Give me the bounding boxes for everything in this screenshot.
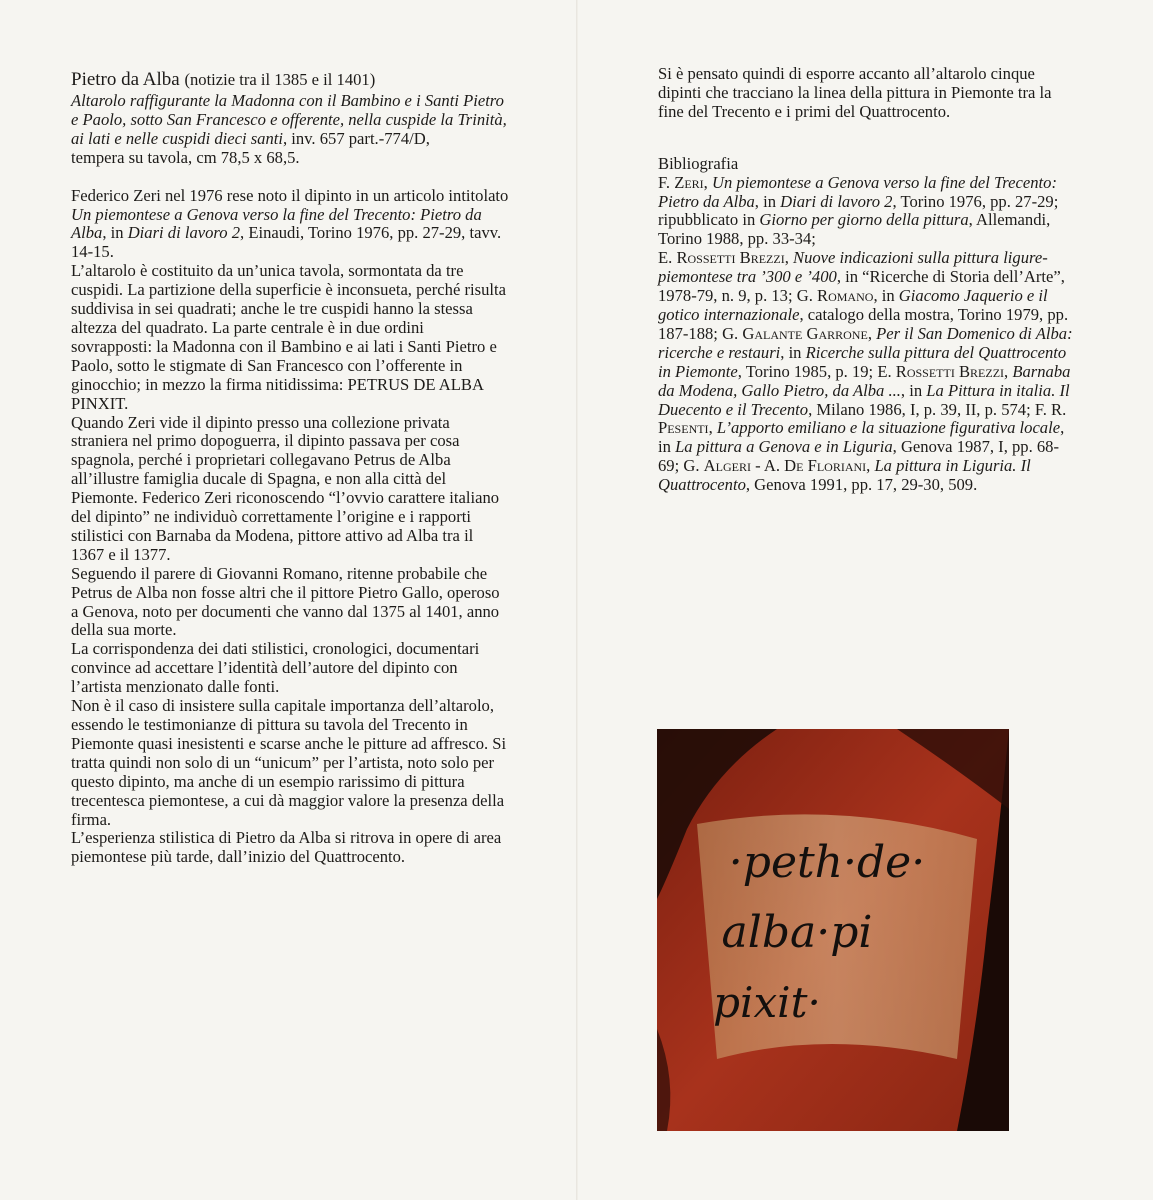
right-column	[658, 65, 1078, 495]
artist-dates: (notizie tra il 1385 e il 1401)	[184, 70, 376, 89]
bib-author: Romano	[817, 286, 874, 306]
inscription-line-3: pixit·	[713, 978, 821, 1027]
bib-part: , Milano 1986, I, p. 39, II, p. 574; F. R.	[808, 399, 1067, 419]
bib-part: , in	[658, 418, 1065, 457]
bib-part: , Genova 1987, I, pp. 68-69; G.	[658, 437, 1060, 476]
bib-part: ,	[784, 248, 794, 268]
page-fold	[576, 0, 578, 1200]
bibliography-text	[658, 174, 1078, 495]
bib-part: F.	[658, 172, 675, 192]
bib-part: ,	[867, 323, 877, 343]
paragraph-3: Quando Zeri vide il dipinto presso una collezione privata straniera nel primo dopoguerra, il dipinto passava per cosa spagnola, perché i proprietari collegavano Petrus de Alba all’illustre famiglia ducale di Spagna, e non alla città del Piemonte. Federico Zeri riconoscendo “l’ovvio carattere italiano del dipinto” ne individuò correttamente l’origine e i rapporti stilistici con Barnaba da Modena, pittore attivo ad Alba tra il 1367 e il 1377.	[71, 412, 500, 564]
bib-part: , in	[900, 380, 927, 400]
bib-author: Zeri	[674, 172, 704, 192]
paragraph-7: L’esperienza stilistica di Pietro da Alba si ritrova in opere di area piemontese più tarde, dall’inizio del Quattrocento.	[71, 828, 502, 867]
painting-detail	[657, 729, 1009, 1131]
bib-title: Barnaba da Modena, Gallo Pietro, da Alba ...	[658, 361, 1071, 400]
artist-name: Pietro da Alba	[71, 69, 180, 90]
p1-article-title: Un piemontese a Genova verso la fine del Trecento: Pietro da Alba	[71, 204, 482, 243]
bib-part: , Torino 1985, p. 19; E.	[737, 361, 896, 381]
p1-text-a: Federico Zeri nel 1976 rese noto il dipinto in un articolo intitolato	[71, 185, 509, 205]
paragraph-6: Non è il caso di insistere sulla capitale importanza dell’altarolo, essendo le testimonianze di pittura su tavola del Trecento in Piemonte quasi inesistenti e scarse anche le pitture ad affresco. Si tratta quindi non solo di un “unicum” per l’artista, noto solo per questo dipinto, ma anche di un esempio rarissimo di pittura trecentesca piemontese, a cui dà maggior valore la presenza della firma.	[71, 696, 507, 829]
paragraph-5: La corrispondenza dei dati stilistici, cronologici, documentari convince ad accettare l’identità dell’autore del dipinto con l’artista menzionato dalle fonti.	[71, 639, 480, 697]
paragraph-4: Seguendo il parere di Giovanni Romano, ritenne probabile che Petrus de Alba non fosse altri che il pittore Pietro Gallo, operoso a Genova, noto per documenti che vanno dal 1375 al 1401, anno della sua morte.	[71, 563, 500, 640]
bib-part: ,	[1004, 361, 1013, 381]
bib-title: Ricerche sulla pittura del Quattrocento in Piemonte	[658, 342, 1067, 381]
work-caption	[71, 92, 509, 149]
bib-author: Algeri	[703, 456, 751, 476]
intro-paragraph: Si è pensato quindi di esporre accanto all’altarolo cinque dipinti che tracciano la linea della pittura in Piemonte tra la fine del Trecento e i primi del Quattrocento.	[658, 64, 1052, 121]
bib-part: E.	[658, 248, 677, 268]
bib-title: Un piemontese a Genova verso la fine del Trecento: Pietro da Alba	[658, 172, 1057, 211]
bib-part: - A.	[750, 456, 785, 476]
inscription-line-2: alba·pi	[721, 907, 873, 958]
paragraph-2: L’altarolo è costituito da un’unica tavola, sormontata da tre cuspidi. La partizione della superficie è inconsueta, perché risulta suddivisa in sei quadrati; anche le tre cuspidi hanno la stessa altezza del quadrato. La parte centrale è in due ordini sovrapposti: la Madonna con il Bambino e ai lati i Santi Pietro e Paolo, sotto le stigmate di San Francesco con l’offerente in ginocchio; in mezzo la firma nitidissima: PETRUS DE ALBA PINXIT.	[71, 261, 506, 413]
bib-title: La Pittura in italia. Il Duecento e il Trecento	[658, 380, 1070, 419]
bib-author: Pesenti	[658, 418, 709, 438]
bib-title: Nuove indicazioni sulla pittura ligure-piemontese tra ’300 e ’400	[658, 248, 1048, 287]
bib-title: L’apporto emiliano e la situazione figurativa locale	[716, 418, 1061, 438]
bib-title: Per il San Domenico di Alba: ricerche e restauri	[658, 323, 1073, 362]
bibliography-heading: Bibliografia	[658, 153, 739, 173]
bib-part: , Genova 1991, pp. 17, 29-30, 509.	[745, 475, 978, 495]
bib-part: , in	[754, 191, 781, 211]
work-description: Altarolo raffigurante la Madonna con il Bambino e i Santi Pietro e Paolo, sotto San Francesco e offerente, nella cuspide la Trinità, ai lati e nelle cuspidi dieci santi	[71, 91, 507, 148]
bib-title: Diari di lavoro 2	[780, 191, 893, 211]
p1-text-b: , in	[102, 223, 128, 243]
work-inventory: , inv. 657 part.-774/D,	[283, 128, 430, 148]
bib-author: Rossetti Brezzi	[676, 248, 785, 268]
bib-author: Galante Garrone	[742, 323, 868, 343]
bib-title: La pittura a Genova e in Liguria	[675, 437, 893, 457]
bib-title: Giacomo Jaquerio e il gotico internazionale	[658, 286, 1048, 324]
bib-part: , in	[873, 286, 899, 306]
bib-title: Giorno per giorno della pittura	[759, 210, 969, 230]
inscription-line-1: ·peth·de·	[728, 837, 926, 888]
bib-part: , in	[780, 342, 806, 362]
paragraph-1	[71, 187, 509, 263]
bib-part: , Allemandi, Torino 1988, pp. 33-34;	[658, 210, 1051, 249]
p1-journal: Diari di lavoro 2	[127, 223, 241, 243]
bib-author: Rossetti Brezzi	[895, 361, 1005, 381]
bib-part: , in “Ricerche di Storia dell’Arte”, 1978-79, n. 9, p. 13; G.	[658, 267, 1065, 306]
bib-part: ,	[866, 456, 875, 476]
left-column	[71, 68, 509, 867]
signature-detail-photo	[657, 729, 1009, 1131]
p1-text-c: , Einaudi, Torino 1976, pp. 27-29, tavv. 14-15.	[71, 223, 502, 262]
bib-title: La pittura in Liguria. Il Quattrocento	[658, 456, 1031, 495]
artist-heading	[71, 68, 509, 92]
bib-part: ,	[703, 172, 712, 192]
bib-author: De Floriani	[784, 456, 867, 476]
work-technique: tempera su tavola, cm 78,5 x 68,5.	[71, 147, 300, 167]
bib-part: , Torino 1976, pp. 27-29; ripubblicato in	[658, 191, 1059, 230]
bib-part: ,	[708, 418, 717, 438]
bib-part: , catalogo della mostra, Torino 1979, pp. 187-188; G.	[658, 304, 1069, 343]
